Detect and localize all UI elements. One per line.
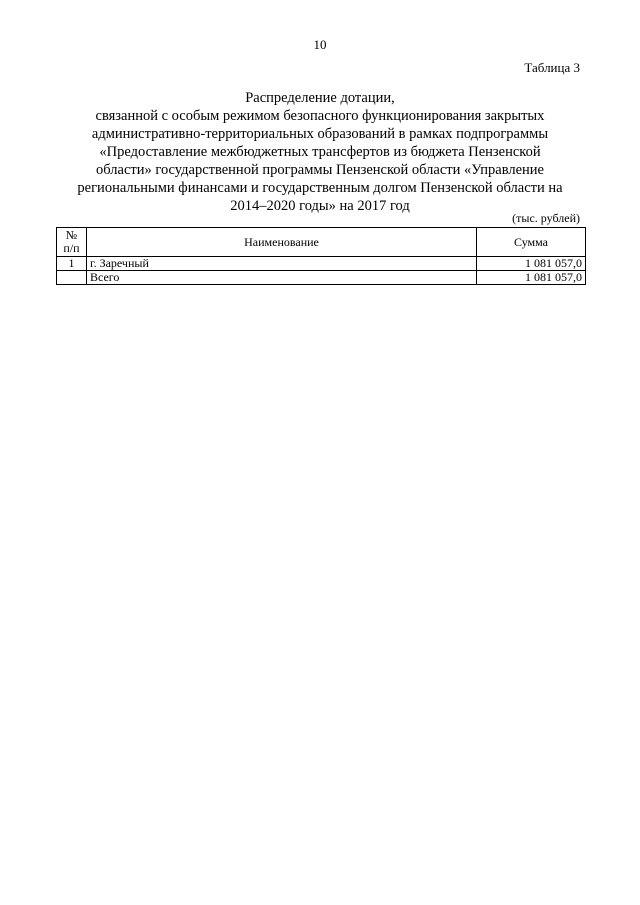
row-sum: 1 081 057,0	[477, 271, 586, 285]
title-line: 2014–2020 годы» на 2017 год	[230, 198, 410, 214]
units-label: (тыс. рублей)	[512, 211, 580, 225]
page-number: 10	[313, 37, 327, 52]
row-sum: 1 081 057,0	[477, 257, 586, 271]
table-header-row	[57, 228, 586, 257]
header-number-symbol: №	[65, 228, 78, 242]
header-number	[57, 228, 87, 257]
title-line: Распределение дотации,	[245, 90, 395, 106]
row-number	[57, 271, 87, 285]
title-line: административно-территориальных образований в рамках подпрограммы	[91, 126, 549, 142]
row-name: Всего	[87, 271, 477, 285]
header-number-abbr: п/п	[63, 241, 80, 255]
header-name: Наименование	[87, 228, 477, 257]
table-row	[57, 257, 586, 271]
title-line: региональными финансами и государственным долгом Пензенской области на	[77, 180, 563, 196]
title-line: «Предоставление межбюджетных трансфертов из бюджета Пензенской	[99, 144, 541, 160]
distribution-table	[56, 227, 586, 285]
row-name: г. Заречный	[87, 257, 477, 271]
table-label: Таблица 3	[524, 60, 580, 75]
row-number: 1	[57, 257, 87, 271]
title-line: связанной с особым режимом безопасного функционирования закрытых	[95, 108, 545, 124]
document-title	[40, 89, 600, 215]
header-sum: Сумма	[477, 228, 586, 257]
title-line: области» государственной программы Пензенской области «Управление	[96, 162, 544, 178]
table-row-total	[57, 271, 586, 285]
